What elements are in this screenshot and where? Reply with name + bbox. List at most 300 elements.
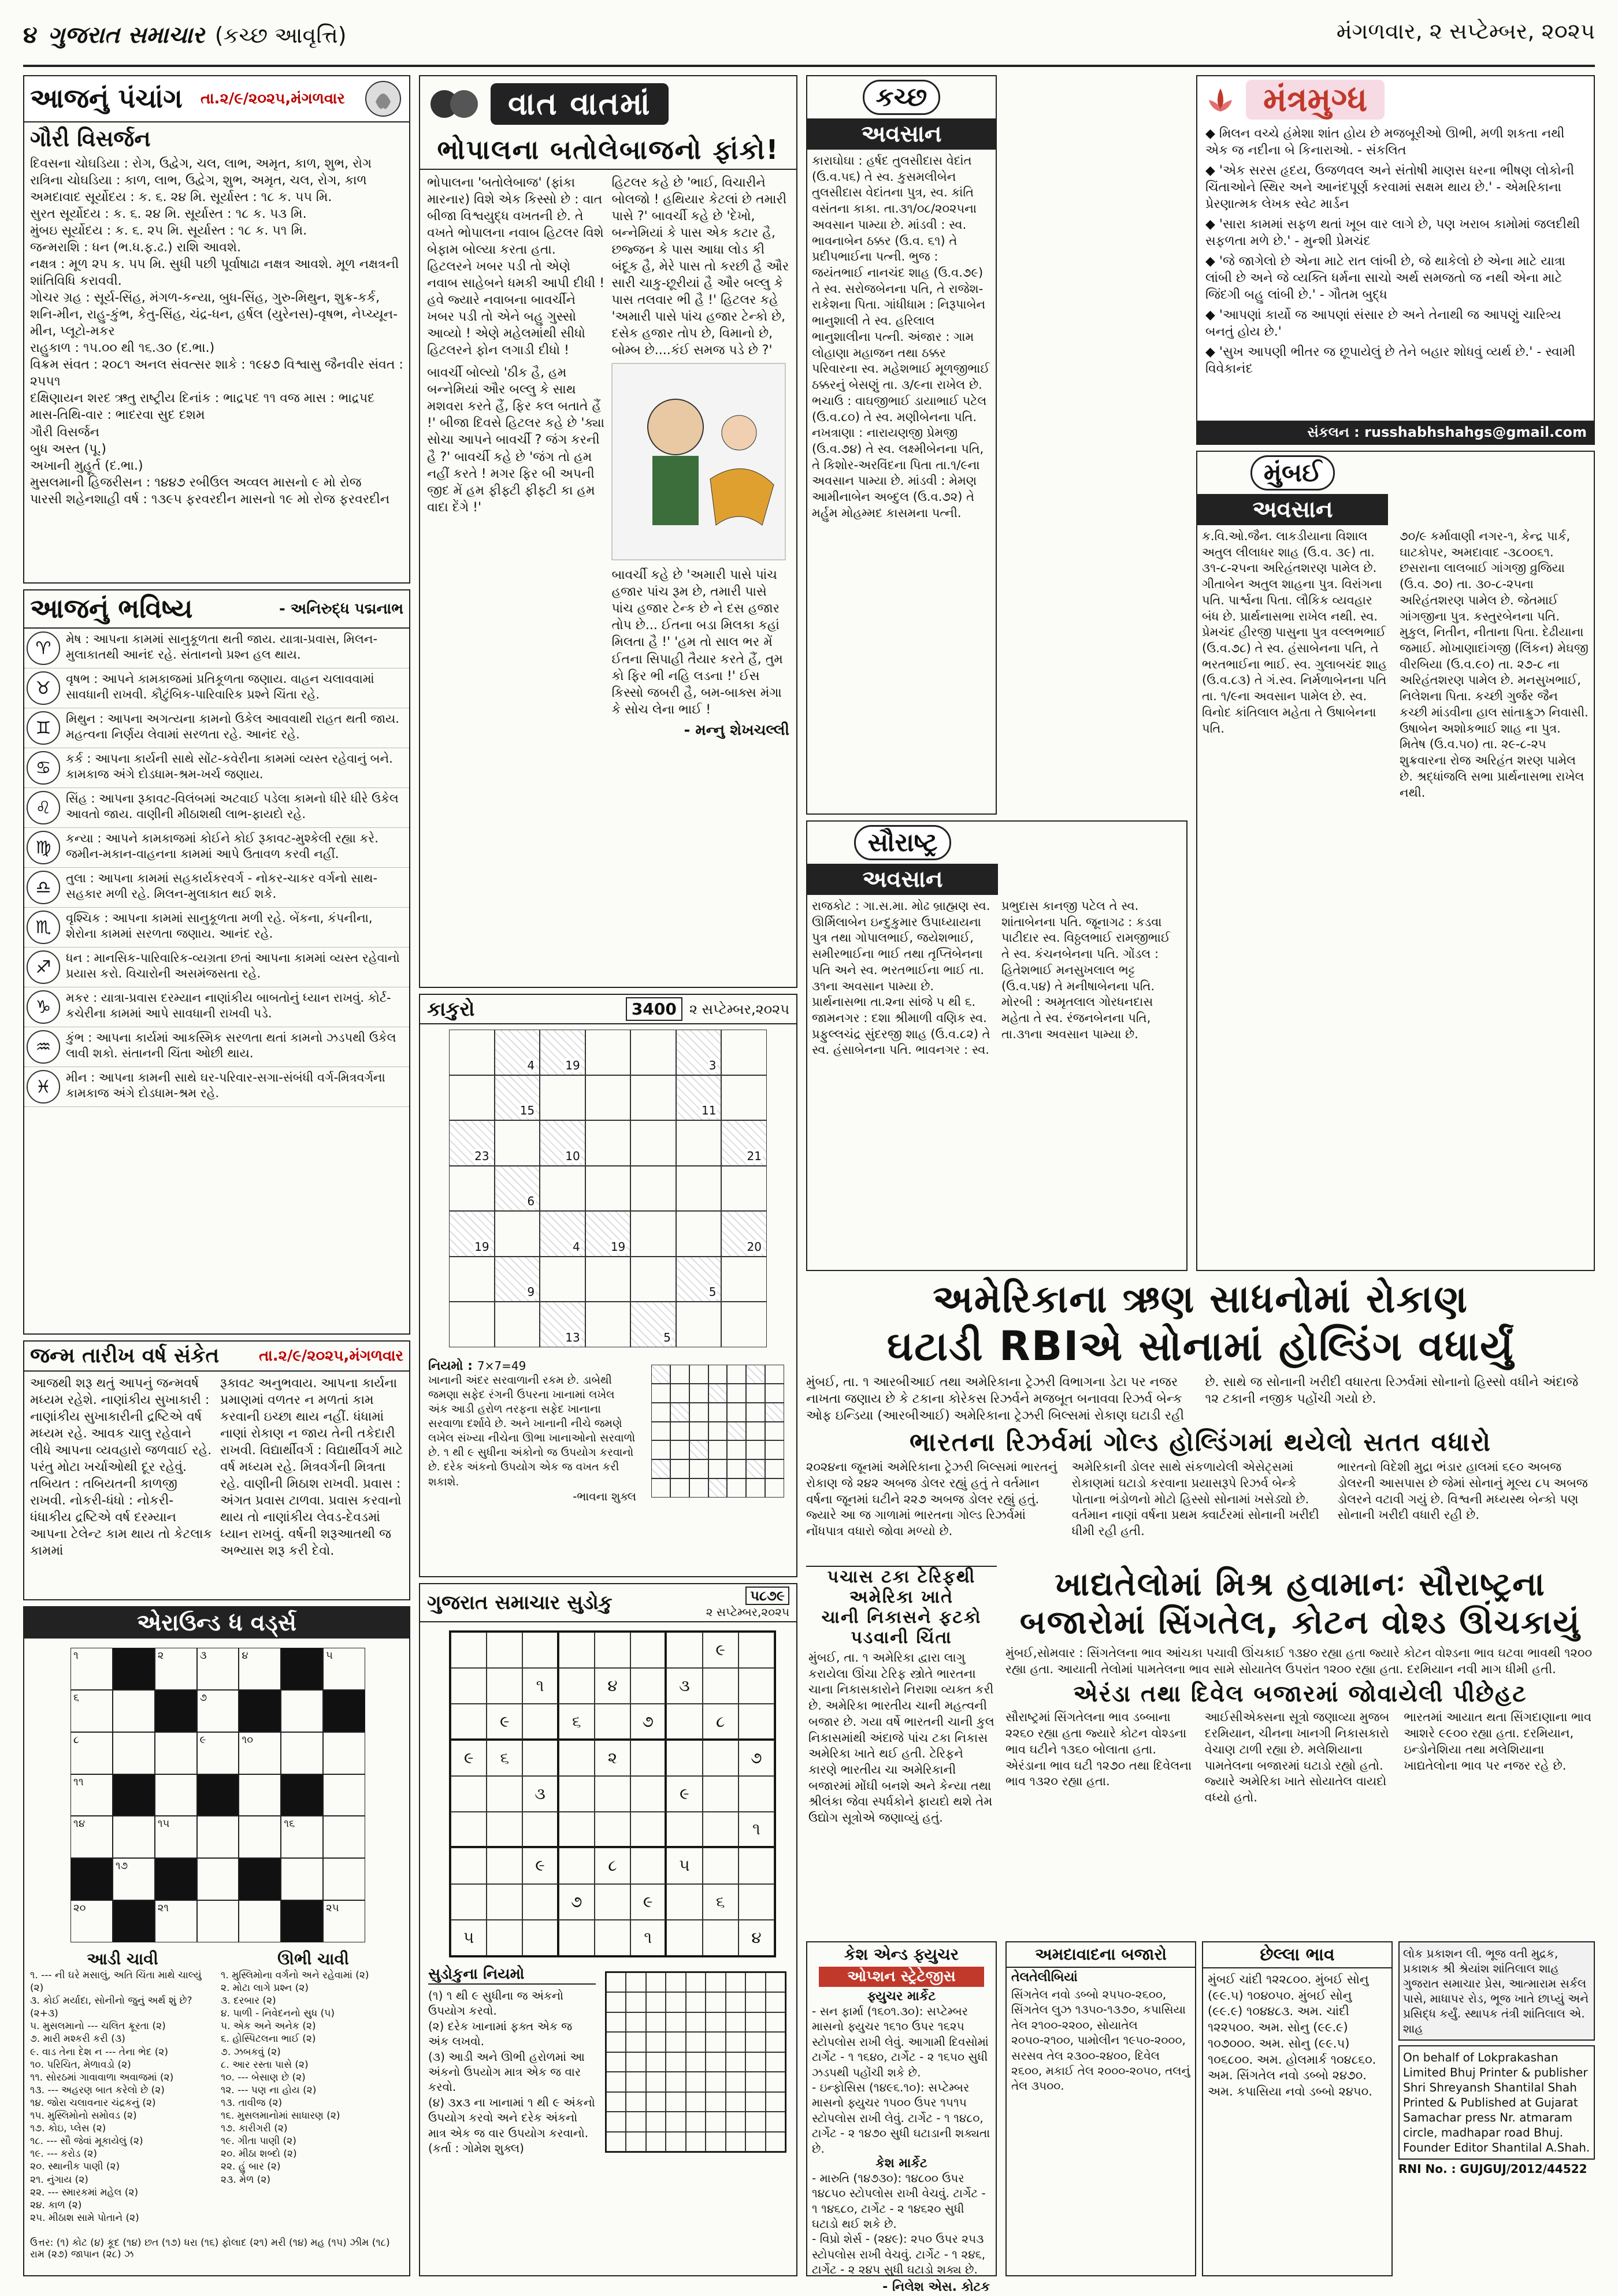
kakuro-cell[interactable]	[585, 1257, 631, 1302]
sudoku-answer-cell	[606, 2012, 626, 2032]
sudoku-cell[interactable]	[487, 1632, 522, 1668]
sudoku-cell[interactable]	[666, 1704, 702, 1740]
crossword-across-title: આડી ચાવી	[87, 1949, 158, 1968]
sudoku-cell[interactable]	[451, 1848, 487, 1883]
kakuro-clue: 19	[565, 1058, 580, 1072]
across-clue: ૩. કોઈ મર્યાદા, સોનીનો જુનું અર્થ શું છે? (૨+૩)	[30, 1995, 192, 2020]
vaat-col3: બાવર્ચી બોલ્યો 'ઠીક હૈ, હમ બન્નેમિયાં ઔર બલ્લુ કે સાથ મશવરા કરતે હૈં, ફિર કલ બતાતે હૈં !' બીજા દિવસે હિટલર કહે છે 'ક્યા સોચા આપને બાવર્ચી ? જંગ કરની હૈ ?' બાવર્ચી કહે છે 'જંગ તો હમ નહીં કરતે ! મગર ફિર બી અપની જીદ મેં હમ ફીફ્ટી ફીફ્ટી કા હમ વાદા દેંગે !'	[427, 366, 605, 515]
kakuro-cell[interactable]	[449, 1166, 495, 1212]
sudoku-cell: ૪	[739, 1920, 774, 1956]
zodiac-12-icon: ♓	[27, 1070, 60, 1104]
crossword-cell[interactable]	[155, 1648, 197, 1690]
crossword-cell[interactable]	[70, 1900, 113, 1942]
sudoku-cell[interactable]	[703, 1776, 739, 1812]
clue-number: ૨૫	[326, 1902, 339, 1915]
clue-number: ૨	[157, 1649, 164, 1662]
kakuro-clue: 4	[572, 1239, 580, 1254]
sudoku-cell[interactable]	[595, 1920, 630, 1956]
crossword-cell[interactable]	[239, 1690, 281, 1732]
kakuro-clue: 13	[565, 1330, 580, 1344]
kakuro-cell[interactable]	[495, 1120, 540, 1166]
sudoku-cell[interactable]	[559, 1812, 595, 1848]
kakuro-answer-cell	[765, 1478, 784, 1498]
kakuro-cell[interactable]	[676, 1166, 722, 1212]
kakuro-clue-cell	[540, 1211, 585, 1257]
sudoku-cell[interactable]	[487, 1668, 522, 1704]
sudoku-answer-cell	[766, 2132, 785, 2152]
kakuro-cell[interactable]	[449, 1302, 495, 1347]
down-clue: ૧૩. તાવીજ (૨)	[221, 2097, 283, 2109]
kakuro-cell[interactable]	[585, 1075, 631, 1121]
imprint-box	[1398, 1941, 1595, 2276]
kakuro-cell[interactable]	[676, 1120, 722, 1166]
sudoku-cell: ૨	[595, 1740, 630, 1776]
kakuro-author: -ભાવના શુક્લ	[573, 1489, 636, 1503]
sudoku-cell[interactable]	[666, 1920, 702, 1956]
sudoku-cell: ૧	[630, 1920, 666, 1956]
kakuro-cell[interactable]	[721, 1257, 767, 1302]
sudoku-cell[interactable]	[739, 1884, 774, 1920]
saurashtra-box	[806, 820, 1187, 1271]
kakuro-clue-cell	[676, 1075, 722, 1121]
sudoku-cell[interactable]	[451, 1704, 487, 1740]
sudoku-answer-cell	[646, 2032, 666, 2052]
sudoku-rule: (કર્તા : ગોમેશ શુક્લ)	[428, 2141, 524, 2155]
kakuro-clue: 6	[527, 1194, 535, 1209]
sudoku-cell[interactable]	[522, 1704, 558, 1740]
crossword-cell[interactable]	[323, 1858, 365, 1900]
kakuro-answer-cell	[765, 1365, 784, 1384]
crossword-cell[interactable]	[70, 1690, 113, 1732]
crossword-cell[interactable]	[70, 1774, 113, 1816]
cash-subtitle: ઓપ્શન સ્ટ્રેટેજીસ	[819, 1967, 984, 1987]
mantra-quote: ◆ 'આપણાં કાર્યો જ આપણાં સંસાર છે અને તેનાથી જ આપણું ચારિત્ર્ય બનતું હોય છે.'	[1205, 308, 1561, 340]
sudoku-cell[interactable]	[487, 1812, 522, 1848]
down-clue: ૧૨. --- પણ ના હોય (૨)	[221, 2084, 317, 2096]
sudoku-cell[interactable]	[487, 1776, 522, 1812]
sudoku-cell[interactable]	[666, 1740, 702, 1776]
kakuro-cell[interactable]	[630, 1257, 676, 1302]
vaat-headline: ભોપાલના બતોલેબાજનો ફાંકો!	[420, 132, 796, 170]
panchang-festival: ગૌરી વિસર્જન	[30, 126, 151, 151]
down-clue: ૨૨. હું બાર (૨)	[221, 2161, 281, 2173]
crossword-cell[interactable]	[323, 1774, 365, 1816]
kakuro-clue-cell	[676, 1030, 722, 1075]
crossword-cell[interactable]	[281, 1690, 323, 1732]
sudoku-answer-cell	[726, 2132, 745, 2152]
kakuro-answer-cell	[765, 1440, 784, 1459]
crossword-cell[interactable]	[197, 1690, 239, 1732]
kakuro-answer-cell	[727, 1440, 746, 1459]
clue-number: ૧૬	[284, 1818, 295, 1830]
crossword-cell[interactable]	[70, 1732, 113, 1774]
sudoku-cell[interactable]	[739, 1704, 774, 1740]
crossword-cell[interactable]	[197, 1648, 239, 1690]
sudoku-cell[interactable]	[487, 1848, 522, 1883]
sudoku-answer-cell	[626, 1992, 645, 2012]
kakuro-answer-cell	[727, 1422, 746, 1441]
kakuro-answer-cell	[765, 1403, 784, 1422]
clue-number: ૭	[199, 1691, 207, 1704]
sudoku-answer-cell	[726, 2052, 745, 2072]
sudoku-cell[interactable]	[487, 1920, 522, 1956]
down-clue: ૭. ઝબકવું (૨)	[221, 2046, 281, 2058]
sudoku-cell[interactable]	[559, 1668, 595, 1704]
cash-section-text: - વિપ્રો શેર્સ - (૨૪૯): ૨૫૦ ઉપર ૨૫૩ સ્ટોપલોસ રાખી વેચવું. ટાર્ગેટ - ૧ ૨૪૬, ટાર્ગેટ - ૨ ૨૪૫ સુધી ઘટાડો શક્ય છે.	[812, 2232, 986, 2277]
sudoku-cell[interactable]	[595, 1776, 630, 1812]
sudoku-cell[interactable]	[522, 1632, 558, 1668]
sudoku-cell[interactable]	[451, 1668, 487, 1704]
kakuro-answer-cell	[651, 1440, 670, 1459]
crossword-cell[interactable]	[323, 1900, 365, 1942]
sudoku-rule: (૧) ૧ થી ૯ સુધીના જ અંકનો ઉપયોગ કરવો.	[428, 1989, 564, 2018]
kakuro-size: 7×7=49	[477, 1359, 526, 1373]
crossword-box	[23, 1606, 410, 2276]
kakuro-clue-cell	[676, 1257, 722, 1302]
crossword-cell[interactable]	[281, 1900, 323, 1942]
kakuro-clue-cell	[721, 1211, 767, 1257]
sudoku-cell[interactable]	[559, 1632, 595, 1668]
rbi-story	[806, 1277, 1595, 1560]
kakuro-clue-cell	[495, 1075, 540, 1121]
kakuro-clue: 5	[708, 1285, 717, 1299]
kakuro-clue: 9	[527, 1285, 535, 1299]
panchang-lines	[30, 155, 403, 508]
crossword-cell[interactable]	[155, 1690, 197, 1732]
across-clue: ૧૮. --- સૌ જેવાં મૂકાયેલું (૨)	[30, 2135, 143, 2148]
imprint-english: On behalf of Lokprakashan Limited Bhuj Printer & publisher Shri Shreyansh Shantilal Shah Printed & Published at Gujarat Samachar press Nr. atmaram circle, madhapar road Bhuj. Founder Editor Shantilal A.Shah.	[1398, 2045, 1595, 2160]
cash-section-text: - સન ફાર્મા (૧૬૦૧.૩૦): સપ્ટેમ્બર માસનો ફ્યુચર ૧૬૧૦ ઉપર ૧૬૨૫ સ્ટોપલોસ રાખી લેવું. આગામી દિવસોમાં ટાર્ગેટ - ૧ ૧૬૪૦, ટાર્ગેટ - ૨ ૧૬૫૦ સુધી ઝડપથી પહોંચી શકે છે.	[812, 2004, 989, 2079]
sudoku-answer-cell	[706, 2072, 725, 2091]
crossword-cell[interactable]	[197, 1774, 239, 1816]
panchang-line: મુસલમાની હિજરીસન : ૧૪૪૭ રબીઉલ અવ્વલ માસનો ૯ મો રોજ	[30, 475, 362, 490]
sudoku-answer-cell	[745, 1992, 765, 2012]
crossword-cell[interactable]	[113, 1816, 155, 1858]
crossword-cell[interactable]	[197, 1858, 239, 1900]
kakuro-answer-cell	[765, 1422, 784, 1441]
sudoku-cell[interactable]	[703, 1848, 739, 1883]
mumbai-subtitle: અવસાન	[1197, 494, 1388, 525]
zodiac-4-icon: ♋	[27, 751, 60, 785]
kakuro-cell[interactable]	[676, 1211, 722, 1257]
kakuro-clue-cell	[495, 1030, 540, 1075]
horoscope-text: ધન : માનસિક-પારિવારિક-વ્યગ્રતા છતાં આપના કામમાં વ્યસ્ત રહેવાનો પ્રયાસ કરો. વિચારોની અસમંજસતા રહે.	[66, 951, 400, 981]
khadya-body-2: આઈસીએક્સના સૂત્રો જણાવ્યા મુજબ દરમિયાન, ચીનના ખાનગી નિકાસકારો વેચાણ ટાળી રહ્યા છે. મલેશિયાના પામતેલના બજારમાં ઘટાડો રહ્યો હતો. જ્યારે અમેરિકા ખાતે સોયાતેલ વાયદો વધ્યો હતો.	[1204, 1710, 1390, 1805]
tea-text: મુંબઈ, તા. ૧ અમેરિકા દ્વારા લાગુ કરાયેલા ઊંચા ટેરિફ સ્ત્રોતે ભારતના ચાના નિકાસકારોને નિરાશા વ્યક્ત કરી છે. અમેરિકા ભારતીય ચાની મહત્વની બજાર છે. ગયા વર્ષે ભારતની ચાની કુલ નિકાસમાંથી અંદાજે પાંચ ટકા નિકાસ અમેરિકા ખાતે થઈ હતી. ટેરિફને કારણે ભારતીય ચા અમેરિકાની બજારમાં મોંઘી બનશે અને કેન્યા તથા શ્રીલંકા જેવા સ્પર્ધકોને ફાયદો થશે તેમ ઉદ્યોગ સૂત્રોએ જણાવ્યું હતું.	[808, 1651, 994, 1825]
cash-section-text: - ઇન્ફોસિસ (૧૪૯૬.૧૦): સપ્ટેમ્બર માસનો ફ્યુચર ૧૫૦૦ ઉપર ૧૫૧૫ સ્ટોપલોસ રાખી લેવું. ટાર્ગેટ - ૧ ૧૪૮૦, ટાર્ગેટ - ૨ ૧૪૭૦ સુધી ઘટાડાની શક્યતા છે.	[812, 2080, 990, 2156]
crossword-cell[interactable]	[113, 1900, 155, 1942]
crossword-cell[interactable]	[70, 1816, 113, 1858]
kakuro-answer-grid	[651, 1365, 784, 1498]
sudoku-cell[interactable]	[451, 1776, 487, 1812]
crossword-cell[interactable]	[239, 1858, 281, 1900]
panchang-date: તા.૨/૯/૨૦૨૫,મંગળવાર	[200, 90, 345, 107]
panchang-line: મુંબઇ સૂર્યોદય : ક. ૬. ૨૫ મિ. સૂર્યાસ્ત : ૧૮ ક. ૫૧ મિ.	[30, 224, 307, 239]
kakuro-cell[interactable]	[630, 1075, 676, 1121]
rbi-body-2: અમેરિકાની ડોલર સાથે સંકળાયેલી એસેટ્સમાં રોકાણમાં ઘટાડો કરવાના પ્રયાસરૂપે રિઝર્વ બેન્કે પોતાના ભંડોળનો મોટો હિસ્સો સોનામાં ખસેડ્યો છે. વર્તમાન નાણાં વર્ષના પ્રથમ ક્વાર્ટરમાં સોનાની ખરીદી ધીમી રહી હતી.	[1071, 1460, 1319, 1538]
mantra-contact-label: સંકલન :	[1307, 424, 1360, 440]
kakuro-cell[interactable]	[721, 1030, 767, 1075]
horoscope-text: સિંહ : આપના રૂકાવટ-વિલંબમાં અટવાઈ પડેલા કામનો ધીરે ધીરે ઉકેલ આવતો જાય. વાણીની મીઠાશથી લાભ-ફાયદો રહે.	[66, 792, 399, 822]
horoscope-row	[24, 668, 409, 708]
header-date: મંગળવાર, ૨ સપ્ટેમ્બર, ૨૦૨૫	[1336, 18, 1595, 44]
mumbai-box	[1196, 451, 1595, 1271]
crossword-cell[interactable]	[113, 1648, 155, 1690]
crossword-cell[interactable]	[197, 1732, 239, 1774]
crossword-cell[interactable]	[113, 1732, 155, 1774]
crossword-cell[interactable]	[281, 1816, 323, 1858]
kakuro-cell[interactable]	[721, 1166, 767, 1212]
clue-number: ૧	[73, 1649, 79, 1662]
sudoku-cell[interactable]	[630, 1632, 666, 1668]
crossword-cell[interactable]	[155, 1816, 197, 1858]
sudoku-answer-cell	[666, 1972, 685, 1992]
sudoku-cell[interactable]	[451, 1632, 487, 1668]
clue-number: ૨૧	[157, 1902, 169, 1915]
kakuro-cell[interactable]	[676, 1302, 722, 1347]
sudoku-cell[interactable]	[522, 1812, 558, 1848]
horoscope-row	[24, 1067, 409, 1107]
kakuro-clue: 20	[747, 1239, 762, 1254]
kakuro-cell[interactable]	[585, 1302, 631, 1347]
down-clue: ૨૩. મેળ (૨)	[221, 2174, 271, 2186]
kutch-box	[806, 75, 997, 815]
vaat-box	[419, 75, 797, 988]
kakuro-clue: 11	[701, 1104, 717, 1118]
sudoku-answer-cell	[606, 2112, 626, 2131]
crossword-cell[interactable]	[239, 1900, 281, 1942]
crossword-cell[interactable]	[70, 1858, 113, 1900]
across-clue: ૧. --- ની ઘરે મસાલું, અતિ ચિંતા માથે ચાલ્યું (૨)	[30, 1970, 202, 1994]
crossword-cell[interactable]	[239, 1732, 281, 1774]
kakuro-cell[interactable]	[721, 1075, 767, 1121]
kakuro-cell[interactable]	[630, 1211, 676, 1257]
sudoku-answer-cell	[606, 1972, 626, 1992]
sudoku-answer-cell	[626, 2092, 645, 2112]
sudoku-cell[interactable]	[703, 1812, 739, 1848]
cash-box	[806, 1941, 997, 2294]
sudoku-cell[interactable]	[703, 1668, 739, 1704]
crossword-grid	[70, 1648, 365, 1942]
sudoku-cell[interactable]	[522, 1884, 558, 1920]
clue-number: ૧૭	[115, 1860, 128, 1873]
kakuro-cell[interactable]	[540, 1257, 585, 1302]
horoscope-text: કર્ક : આપના કાર્યની સાથે સોંટ-કવેરીના કામમાં વ્યસ્ત રહેવાનું બને. કામકાજ અંગે દોડધામ-શ્રમ-ખર્ચ જણાય.	[66, 752, 393, 782]
janmadin-col1: આજથી શરૂ થતું આપનું જન્મવર્ષ મધ્યમ રહેશે. નાણાંકીય સુખાકારી : નાણાંકીય સુખાકારીની દ્રષ્ટિએ વર્ષ મધ્યમ રહે. આવક ચાલુ રહેવાને લીધે આપના વ્યવહારો જળવાઈ રહે. પરંતુ મોટા ખર્ચાઓથી દૂર રહેવું. તબિયત : તબિયતની કાળજી રાખવી. નોકરી-ધંધો : નોકરી-ધંધાકીય દ્રષ્ટિએ વર્ષ દરમ્યાન આપના ટેલેન્ટ કામ થાય તો કેટલાક કામમાં	[30, 1376, 212, 1559]
kakuro-answer-cell	[746, 1422, 765, 1441]
kakuro-cell[interactable]	[495, 1211, 540, 1257]
crossword-cell[interactable]	[239, 1816, 281, 1858]
sudoku-cell[interactable]	[595, 1812, 630, 1848]
tea-headline-2: ચાની નિકાસને ફટકો પડવાની ચિંતા	[821, 1607, 982, 1648]
crossword-cell[interactable]	[281, 1732, 323, 1774]
crossword-cell[interactable]	[323, 1816, 365, 1858]
sudoku-cell[interactable]	[630, 1776, 666, 1812]
crossword-cell[interactable]	[70, 1648, 113, 1690]
panchang-line: બુધ અસ્ત (પૂ.)	[30, 441, 106, 456]
kakuro-cell[interactable]	[630, 1030, 676, 1075]
ganesha-icon	[363, 79, 403, 119]
panchang-line: સુરત સૂર્યોદય : ક. ૬. ૨૪ મિ. સૂર્યાસ્ત : ૧૮ ક. ૫૩ મિ.	[30, 207, 307, 222]
crossword-cell[interactable]	[155, 1900, 197, 1942]
crossword-cell[interactable]	[113, 1858, 155, 1900]
kakuro-cell[interactable]	[495, 1302, 540, 1347]
sudoku-answer-cell	[686, 2012, 706, 2032]
imprint-gujarati: લોક પ્રકાશન લી. ભૂજ વતી મુદ્રક, પ્રકાશક શ્રી શ્રેયાંશ શાંતિલાલ શાહ ગુજરાત સમાચાર પ્રેસ, આત્મારામ સર્કલ પાસે, માધાપર રોડ, ભૂજ ખાતે છાપ્યું અને પ્રસિદ્ધ કર્યું. સ્થાપક તંત્રી શાંતિલાલ એ. શાહ	[1398, 1941, 1595, 2041]
panchang-box	[23, 75, 410, 584]
kakuro-answer-cell	[746, 1440, 765, 1459]
kakuro-answer-cell	[670, 1422, 689, 1441]
kakuro-cell[interactable]	[630, 1166, 676, 1212]
sudoku-cell[interactable]	[522, 1740, 558, 1776]
kakuro-cell[interactable]	[585, 1120, 631, 1166]
sudoku-cell[interactable]	[559, 1740, 595, 1776]
sudoku-cell[interactable]	[666, 1632, 702, 1668]
horoscope-row	[24, 987, 409, 1027]
sudoku-cell[interactable]	[630, 1812, 666, 1848]
across-clue: ૨૨. --- સ્મારકમાં મહેલ (૨)	[30, 2186, 139, 2198]
bhavishya-author: - અનિરુદ્ધ પદ્મનાભ	[279, 600, 403, 618]
kakuro-cell[interactable]	[540, 1166, 585, 1212]
kakuro-date: ૨ સપ્ટેમ્બર,૨૦૨૫	[689, 1001, 789, 1017]
sudoku-cell[interactable]	[487, 1884, 522, 1920]
kakuro-answer-cell	[670, 1459, 689, 1478]
crossword-cell[interactable]	[323, 1648, 365, 1690]
kakuro-cell[interactable]	[449, 1075, 495, 1121]
down-clue: ૨. મોટા લાગે પ્રશ્ન (૨)	[221, 1982, 309, 1994]
crossword-cell[interactable]	[155, 1732, 197, 1774]
sudoku-answer-cell	[766, 1992, 785, 2012]
crossword-cell[interactable]	[323, 1690, 365, 1732]
crossword-cell[interactable]	[113, 1690, 155, 1732]
horoscope-row	[24, 748, 409, 788]
sudoku-cell[interactable]	[703, 1740, 739, 1776]
crossword-cell[interactable]	[197, 1900, 239, 1942]
crossword-cell[interactable]	[281, 1648, 323, 1690]
kutch-subtitle: અવસાન	[807, 118, 996, 150]
across-clue: ૧૯. --- કરોડ (૨)	[30, 2148, 98, 2160]
chhella-box	[1202, 1941, 1393, 2276]
kakuro-clue-cell	[449, 1120, 495, 1166]
sudoku-cell[interactable]	[595, 1632, 630, 1668]
zodiac-11-icon: ♒	[27, 1030, 60, 1064]
sudoku-cell: ૬	[487, 1740, 522, 1776]
down-clue: ૬. હોસ્પિટલના ભાઈ (૨)	[221, 2033, 316, 2045]
kakuro-answer-cell	[746, 1459, 765, 1478]
sudoku-answer-cell	[606, 2092, 626, 2112]
sudoku-answer-cell	[646, 2052, 666, 2072]
kakuro-answer-cell	[746, 1403, 765, 1422]
kakuro-cell[interactable]	[540, 1075, 585, 1121]
sudoku-answer-cell	[646, 2072, 666, 2091]
crossword-cell[interactable]	[239, 1648, 281, 1690]
kakuro-cell[interactable]	[585, 1030, 631, 1075]
kakuro-cell[interactable]	[721, 1302, 767, 1347]
kakuro-cell[interactable]	[449, 1257, 495, 1302]
rbi-lead: મુંબઈ, તા. ૧ આરબીઆઈ તથા અમેરિકાના ટ્રેઝરી વિભાગના ડેટા પર નજર નાખતા જણાય છે કે ટકાના કોરેકસ રિઝર્વને મજબૂત બનાવવા રિઝર્વ બેન્ક ઓફ ઇન્ડિયા (આરબીઆઈ) અમેરિકાના ટ્રેઝરી બિલ્સમાં રોકાણ ઘટાડી રહી છે. સાથે જ સોનાની ખરીદી વધારતા રિઝર્વમાં સોનાનો હિસ્સો વધીને અંદાજે ૧૨ ટકાની નજીક પહોંચી ગયો છે.	[806, 1375, 1579, 1424]
crossword-cell[interactable]	[323, 1732, 365, 1774]
kakuro-number: 3400	[626, 997, 682, 1021]
sudoku-cell[interactable]	[559, 1776, 595, 1812]
panchang-title: આજનું પંચાંગ	[30, 83, 183, 114]
sudoku-cell[interactable]	[451, 1884, 487, 1920]
mantra-box	[1196, 75, 1595, 445]
crossword-cell[interactable]	[281, 1774, 323, 1816]
sudoku-answer-cell	[726, 1992, 745, 2012]
sudoku-cell: ૯	[703, 1632, 739, 1668]
kakuro-answer-cell	[670, 1365, 689, 1384]
sudoku-cell: ૧	[522, 1668, 558, 1704]
sudoku-cell[interactable]	[559, 1848, 595, 1883]
horoscope-row	[24, 828, 409, 868]
kutch-title: કચ્છ	[863, 80, 941, 115]
kakuro-clue-cell	[540, 1120, 585, 1166]
cash-section-text: - મારુતિ (૧૪૭૩૦): ૧૪૮૦૦ ઉપર ૧૪૮૫૦ સ્ટોપલોસ રાખી વેચવું. ટાર્ગેટ - ૧ ૧૪૬૮૦, ટાર્ગેટ - ૨ ૧૪૬૨૦ સુધી ઘટાડો થઈ શકે છે.	[812, 2171, 986, 2231]
sudoku-answer-cell	[766, 2012, 785, 2032]
sudoku-answer-cell	[646, 2012, 666, 2032]
sudoku-cell[interactable]	[559, 1920, 595, 1956]
sudoku-cell[interactable]	[666, 1884, 702, 1920]
sudoku-cell[interactable]	[666, 1812, 702, 1848]
crossword-across-list	[30, 1969, 215, 2224]
sudoku-answer-cell	[626, 2032, 645, 2052]
sudoku-cell[interactable]	[739, 1776, 774, 1812]
crossword-cell[interactable]	[113, 1774, 155, 1816]
kakuro-box	[419, 994, 797, 1577]
crossword-cell[interactable]	[281, 1858, 323, 1900]
mantra-email[interactable]: russhabhshahgs@gmail.com	[1364, 424, 1587, 440]
sudoku-cell[interactable]	[739, 1848, 774, 1883]
vaat-author: - મન્નુ શેખચલ્લી	[684, 721, 789, 739]
sudoku-cell[interactable]	[739, 1668, 774, 1704]
rbi-body-1: ૨૦૨૪ના જૂનમાં અમેરિકાના ટ્રેઝરી બિલ્સમાં ભારતનું રોકાણ જે ૨૪૨ અબજ ડોલર રહ્યું હતું તે વર્તમાન વર્ષના જૂનમાં ઘટીને ૨૨૭ અબજ ડોલર રહ્યું હતું. જ્યારે આ જ ગાળામાં ભારતના ગોલ્ડ રિઝર્વમાં નોંધપાત્ર વધારો જોવા મળ્યો છે.	[806, 1460, 1057, 1538]
kakuro-rules: ખાનાની અંદર સરવાળાની રકમ છે. ડાબેથી જમણા સફેદ રંગની ઉપરના ખાનામાં લખેલ અંક આડી હરોળ તરફના સફેદ ખાનાના સરવાળા દર્શાવે છે. અને ખાનાની નીચે જમણે લખેલ સંખ્યા નીચેના ઊભા ખાનાઓનો સરવાળો છે. ૧ થી ૯ સુધીના અંકોનો જ ઉપયોગ કરવાનો છે. દરેક અંકનો ઉપયોગ એક જ વખત કરી શકાશે.	[428, 1374, 636, 1488]
janmadin-date: તા.૨/૯/૨૦૨૫,મંગળવાર	[259, 1347, 403, 1365]
sudoku-cell[interactable]	[451, 1812, 487, 1848]
kakuro-grid	[449, 1030, 767, 1347]
sudoku-cell[interactable]	[595, 1884, 630, 1920]
kakuro-cell[interactable]	[585, 1166, 631, 1212]
sudoku-cell[interactable]	[630, 1740, 666, 1776]
kakuro-answer-cell	[746, 1365, 765, 1384]
sudoku-cell[interactable]	[630, 1668, 666, 1704]
sudoku-cell[interactable]	[630, 1848, 666, 1883]
kakuro-answer-cell	[708, 1365, 728, 1384]
sudoku-cell[interactable]	[739, 1632, 774, 1668]
kakuro-cell[interactable]	[630, 1120, 676, 1166]
cartoon-illustration	[612, 363, 785, 560]
kakuro-answer-cell	[708, 1478, 728, 1498]
sudoku-answer-cell	[726, 2112, 745, 2131]
sudoku-answer-cell	[706, 2112, 725, 2131]
sudoku-cell[interactable]	[522, 1920, 558, 1956]
kakuro-cell[interactable]	[449, 1030, 495, 1075]
khadya-lead: મુંબઈ,સોમવાર : સિંગતેલના ભાવ આંચકા પચાવી ઊંચકાઈ ૧૩૪૦ રહ્યા હતા જ્યારે કોટન વોશ્ડના ભાવ ઘટવા ભાવથી ૧૨૦૦ રહ્યા હતા. આયાતી તેલોમાં પામતેલના ભાવ સામે સોયાતેલ ઉપરાંત ૧૨૦૦ રહ્યા હતા. દરમિયાન નવી માગ ધીમી હતી.	[1005, 1646, 1593, 1676]
sudoku-cell[interactable]	[703, 1920, 739, 1956]
crossword-cell[interactable]	[155, 1774, 197, 1816]
kakuro-clue-cell	[449, 1211, 495, 1257]
sudoku-answer-cell	[686, 2072, 706, 2091]
crossword-cell[interactable]	[239, 1774, 281, 1816]
crossword-cell[interactable]	[155, 1858, 197, 1900]
across-clue: ૧૦. પરિચિત, મેળાવડો (૨)	[30, 2059, 131, 2071]
clue-number: ૮	[73, 1733, 79, 1746]
clue-number: ૩	[199, 1649, 207, 1662]
across-clue: ૭. મારી મશ્કરી કરી (૩)	[30, 2033, 125, 2045]
sudoku-cell: ૮	[595, 1848, 630, 1883]
sudoku-cell[interactable]	[595, 1704, 630, 1740]
crossword-cell[interactable]	[197, 1816, 239, 1858]
